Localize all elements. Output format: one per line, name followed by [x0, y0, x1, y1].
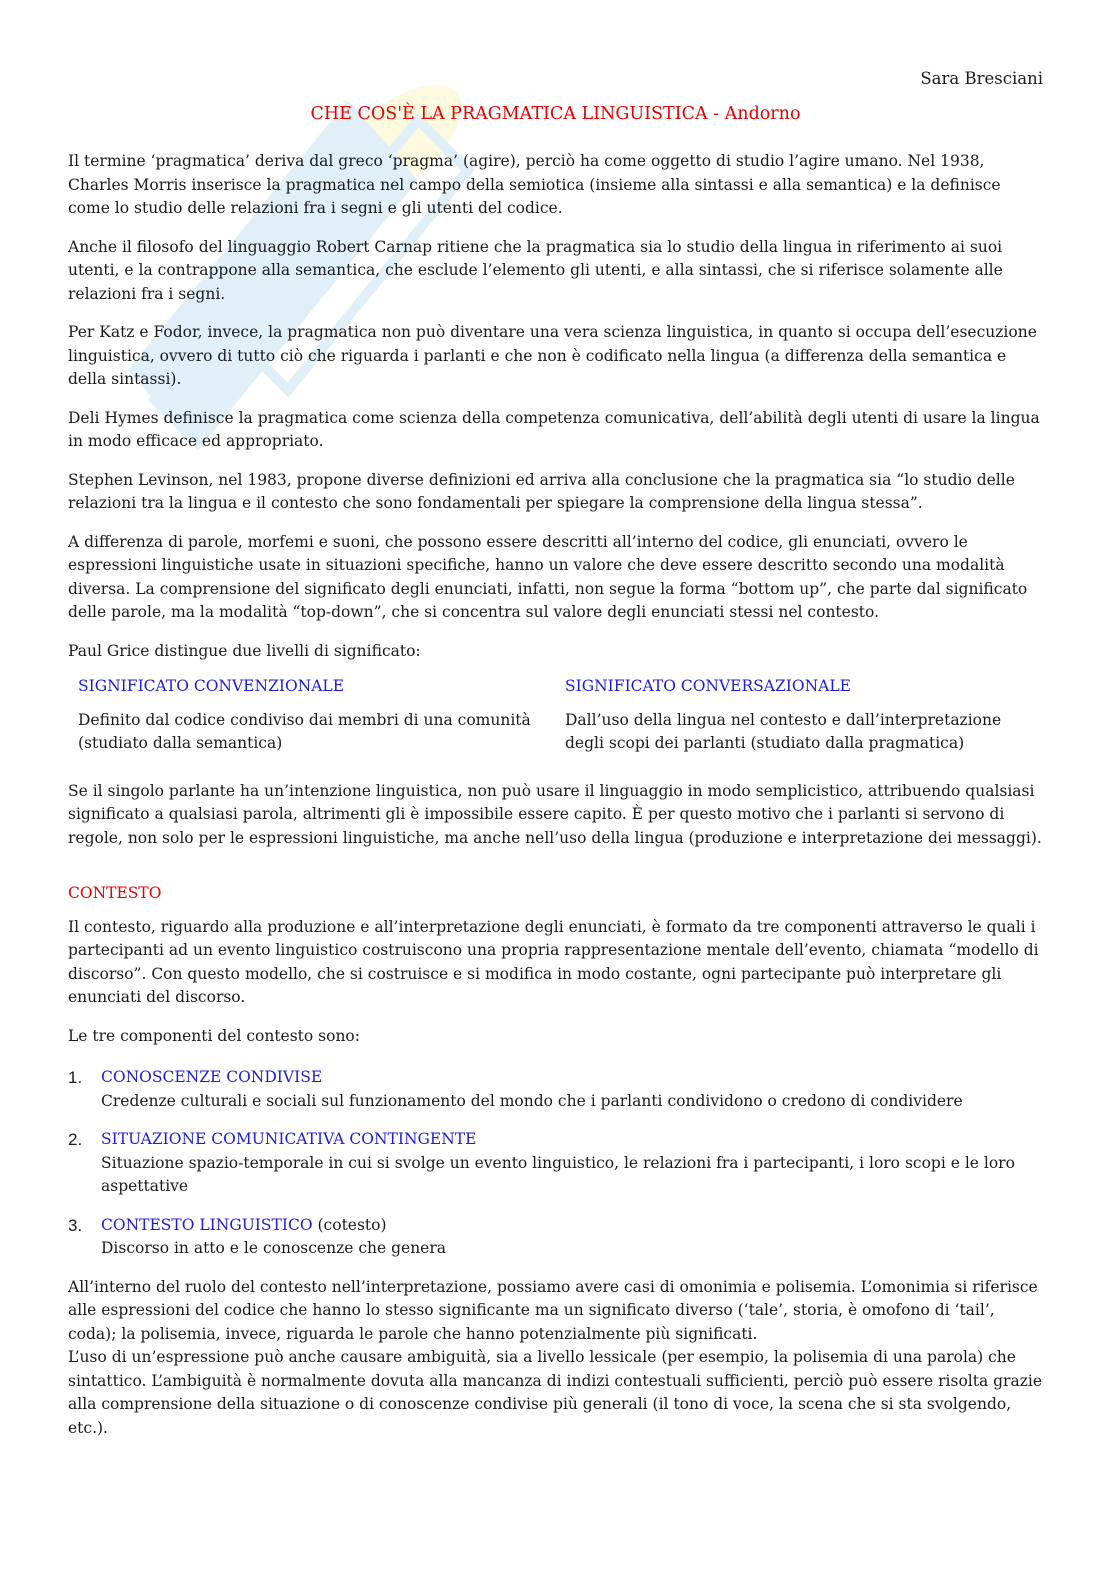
paragraph-carnap: Anche il filosofo del linguaggio Robert Carnap ritiene che la pragmatica sia lo studio della lingua in riferimento ai suoi utenti, e la contrappone alla semantica, che esclude l’elemento gli utenti, e alla sintassi, che si riferisce solamente alle relazioni fra i segni. — [68, 237, 1003, 303]
paragraph-regole: Se il singolo parlante ha un’intenzione linguistica, non può usare il linguaggio in modo semplicistico, attribuendo qualsiasi significato a qualsiasi parola, altrimenti gli è impossibile essere capito. È per questo motivo che i parlanti si servono di regole, non solo per le espressioni linguistiche, ma anche nell’uso della lingua (produzione e interpretazione dei messaggi). — [68, 781, 1042, 847]
list-item-suffix: (cotesto) — [312, 1215, 387, 1234]
conventional-description: Definito dal codice condiviso dai membri di una comunità (studiato dalla semantica) — [78, 710, 531, 752]
componenti-list — [68, 1066, 1043, 1261]
list-item-title: SITUAZIONE COMUNICATIVA CONTINGENTE — [101, 1130, 477, 1148]
paragraph-hymes: Deli Hymes definisce la pragmatica come scienza della competenza comunicativa, dell’abilità degli utenti di usare la lingua in modo efficace ed appropriato. — [68, 408, 1040, 450]
list-item-number: 3. — [68, 1215, 83, 1235]
paragraph-contesto: Il contesto, riguardo alla produzione e all’interpretazione degli enunciati, è formato da tre componenti attraverso le quali i partecipanti ad un evento linguistico costruiscono una propria rappresentazione mentale dell’evento, chiamata “modello di discorso”. Con questo modello, che si costruisce e si modifica in modo costante, ogni partecipante può interpretare gli enunciati del discorso. — [68, 917, 1039, 1006]
list-item — [68, 1128, 1043, 1199]
list-item — [68, 1066, 1043, 1113]
list-item-number: 1. — [68, 1068, 83, 1087]
grice-column-conversational — [555, 675, 1042, 756]
list-item — [68, 1214, 1043, 1261]
grice-table — [68, 675, 1043, 756]
conventional-heading: SIGNIFICATO CONVENZIONALE — [78, 677, 345, 695]
author-name: Sara Bresciani — [920, 69, 1043, 88]
conversational-description: Dall’uso della lingua nel contesto e dall’interpretazione degli scopi dei parlanti (studiato dalla pragmatica) — [565, 710, 1002, 752]
section-heading-contesto: CONTESTO — [68, 884, 162, 902]
paragraph-omonimia: All’interno del ruolo del contesto nell’interpretazione, possiamo avere casi di omonimia e polisemia. L’omonimia si riferisce alle espressioni del codice che hanno lo stesso significante ma un significato diverso (‘tale’, storia, è omofono di ‘tail’, coda); la polisemia, invece, riguarda le parole che hanno potenzialmente più significati. — [68, 1277, 1038, 1343]
list-item-title: CONOSCENZE CONDIVISE — [101, 1068, 323, 1086]
list-item-description: Discorso in atto e le conoscenze che genera — [101, 1239, 447, 1257]
paragraph-katz-fodor: Per Katz e Fodor, invece, la pragmatica non può diventare una vera scienza linguistica, in quanto si occupa dell’esecuzione linguistica, ovvero di tutto ciò che riguarda i parlanti e che non è codificato nella lingua (a differenza della semantica e della sintassi). — [68, 323, 1037, 388]
list-item-number: 2. — [68, 1130, 83, 1149]
grice-column-conventional — [68, 675, 555, 756]
conversational-heading: SIGNIFICATO CONVERSAZIONALE — [565, 677, 851, 695]
document-title: CHE COS'È LA PRAGMATICA LINGUISTICA - Andorno — [310, 104, 801, 124]
list-item-description: Situazione spazio-temporale in cui si svolge un evento linguistico, le relazioni fra i partecipanti, i loro scopi e le loro aspettative — [101, 1153, 1015, 1195]
paragraph-ambiguita: L’uso di un’espressione può anche causare ambiguità, sia a livello lessicale (per esempio, la polisemia di una parola) che sintattico. L’ambiguità è normalmente dovuta alla mancanza di indizi contestuali sufficienti, perciò può essere risolta grazie alla comprensione della situazione o di conoscenze condivise più generali (il tono di voce, la scena che si sta svolgendo, etc.). — [68, 1348, 1042, 1437]
document-body — [68, 150, 1043, 1455]
document-page — [68, 0, 1043, 1579]
paragraph-enunciati: A differenza di parole, morfemi e suoni, che possono essere descritti all’interno del codice, gli enunciati, ovvero le espressioni linguistiche usate in situazioni specifiche, hanno un valore che deve essere descritto secondo una modalità diversa. La comprensione del significato degli enunciati, infatti, non segue la forma “bottom up”, che parte dal significato delle parole, ma la modalità “top-down”, che si concentra sul valore degli enunciati stessi nel contesto. — [68, 532, 1028, 621]
list-item-description: Credenze culturali e sociali sul funzionamento del mondo che i parlanti condividono o credono di condividere — [101, 1091, 963, 1110]
paragraph-grice-intro: Paul Grice distingue due livelli di significato: — [68, 641, 421, 660]
paragraph-etymology: Il termine ‘pragmatica’ deriva dal greco ‘pragma’ (agire), perciò ha come oggetto di studio l’agire umano. Nel 1938, Charles Morris inserisce la pragmatica nel campo della semiotica (insieme alla sintassi e alla semantica) e la definisce come lo studio delle relazioni fra i segni e gli utenti del codice. — [68, 152, 1001, 217]
list-item-title: CONTESTO LINGUISTICO — [101, 1215, 313, 1234]
paragraph-levinson: Stephen Levinson, nel 1983, propone diverse definizioni ed arriva alla conclusione che la pragmatica sia “lo studio delle relazioni tra la lingua e il contesto che sono fondamentali per spiegare la comprensione della lingua stessa”. — [68, 470, 1015, 512]
paragraph-componenti-intro: Le tre componenti del contesto sono: — [68, 1026, 360, 1045]
